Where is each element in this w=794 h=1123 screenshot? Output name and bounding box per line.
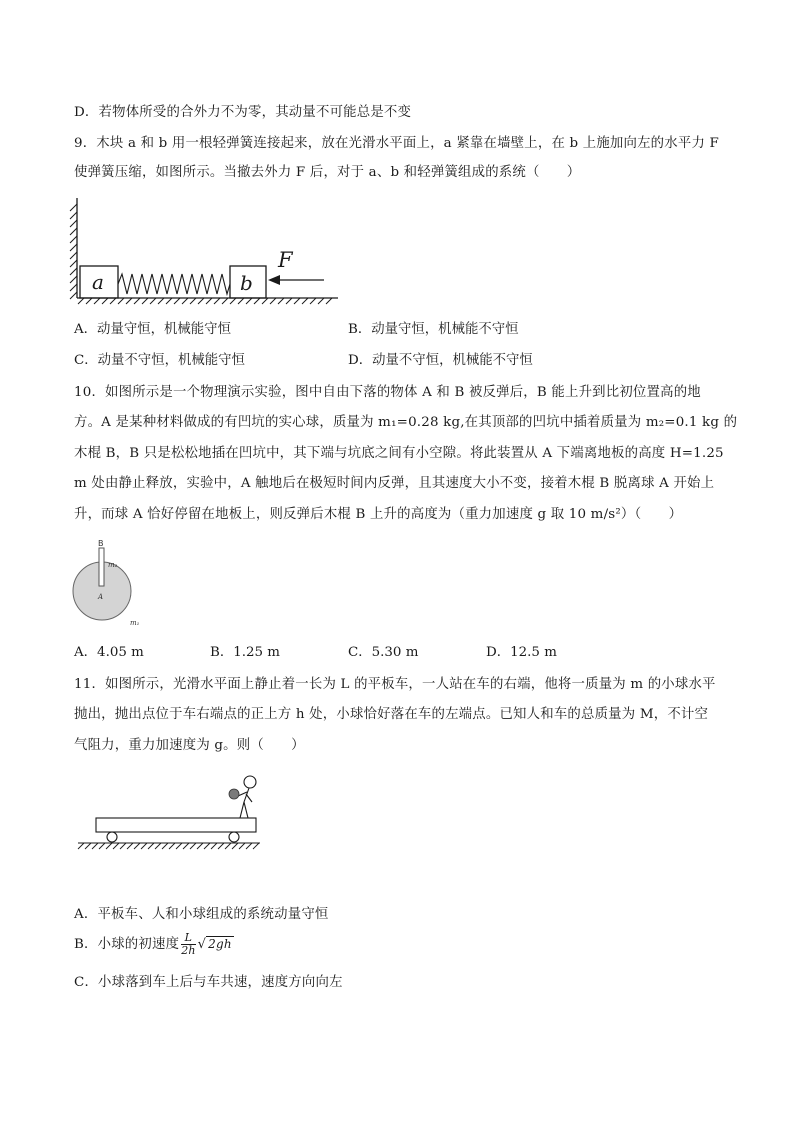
q10-option-d: D．12.5 m bbox=[486, 645, 557, 660]
q10-option-c: C．5.30 m bbox=[348, 645, 419, 660]
q9-option-d: D．动量不守恒，机械能不守恒 bbox=[348, 353, 533, 368]
q10-option-a: A．4.05 m bbox=[74, 645, 144, 660]
svg-text:A: A bbox=[98, 593, 104, 601]
q9-stem-line-1: 9．木块 a 和 b 用一根轻弹簧连接起来，放在光滑水平面上，a 紧靠在墙壁上，在 b 上施加向左的水平力 F bbox=[74, 136, 719, 151]
fraction: $\frac{L}{2h}$ bbox=[181, 931, 196, 957]
spring bbox=[118, 274, 230, 294]
q11-stem-line-1: 11．如图所示，光滑水平面上静止着一长为 L 的平板车，一人站在车的右端，他将一质量为 m 的小球水平 bbox=[74, 677, 716, 692]
q11-option-c: C．小球落到车上后与车共速，速度方向向左 bbox=[74, 975, 343, 990]
stick-b bbox=[99, 548, 104, 586]
q10-stem-line-3: 木棍 B，B 只是松松地插在凹坑中，其下端与坑底之间有小空隙。将此装置从 A 下端离地板的高度 H=1.25 bbox=[74, 446, 724, 461]
svg-text:m₂: m₂ bbox=[108, 561, 118, 569]
q10-option-b: B．1.25 m bbox=[210, 645, 280, 660]
q8-option-d: D．若物体所受的合外力不为零，其动量不可能总是不变 bbox=[74, 105, 412, 120]
label-b: b bbox=[240, 271, 253, 295]
label-a: a bbox=[92, 270, 104, 294]
q10-stem-line-2: 方。A 是某种材料做成的有凹坑的实心球，质量为 m₁=0.28 kg,在其顶部的凹坑中插着质量为 m₂=0.1 kg 的 bbox=[74, 415, 738, 430]
q11-stem-line-3: 气阻力，重力加速度为 g。则（ ） bbox=[74, 738, 305, 753]
q9-option-c: C．动量不守恒，机械能守恒 bbox=[74, 353, 245, 368]
q9-option-b: B．动量守恒，机械能不守恒 bbox=[348, 322, 519, 337]
force-arrow-head bbox=[268, 275, 280, 285]
sqrt: √ 2gh bbox=[197, 937, 232, 952]
q9-stem-line-2: 使弹簧压缩，如图所示。当撤去外力 F 后，对于 a、b 和轻弹簧组成的系统（ ） bbox=[74, 165, 581, 180]
q10-stem-line-1: 10．如图所示是一个物理演示实验，图中自由下落的物体 A 和 B 被反弹后，B 能上升到比初位置高的地 bbox=[74, 385, 701, 400]
ball bbox=[229, 789, 239, 799]
q11-option-a: A．平板车、人和小球组成的系统动量守恒 bbox=[74, 907, 329, 922]
q9-option-a: A．动量守恒，机械能守恒 bbox=[74, 322, 231, 337]
svg-text:B: B bbox=[98, 539, 104, 548]
cart-person-figure bbox=[74, 770, 264, 856]
q10-stem-line-4: m 处由静止释放，实验中，A 触地后在极短时间内反弹，且其速度大小不变，接着木棍 B 脱离球 A 开始上 bbox=[74, 476, 715, 491]
q11-option-b: B．小球的初速度 $\frac{L}{2h}$ √ 2gh bbox=[74, 931, 232, 957]
label-force-f: F bbox=[278, 248, 293, 272]
q10-stem-line-5: 升，而球 A 恰好停留在地板上，则反弹后木棍 B 上升的高度为（重力加速度 g 取 10 m/s²）（ ） bbox=[74, 507, 683, 522]
ball-stick-figure bbox=[68, 536, 148, 630]
q11-stem-line-2: 抛出，抛出点位于车右端点的正上方 h 处，小球恰好落在车的左端点。已知人和车的总质量为 M，不计空 bbox=[74, 707, 709, 722]
svg-text:m₁: m₁ bbox=[130, 619, 140, 627]
spring-block-figure bbox=[66, 194, 346, 306]
